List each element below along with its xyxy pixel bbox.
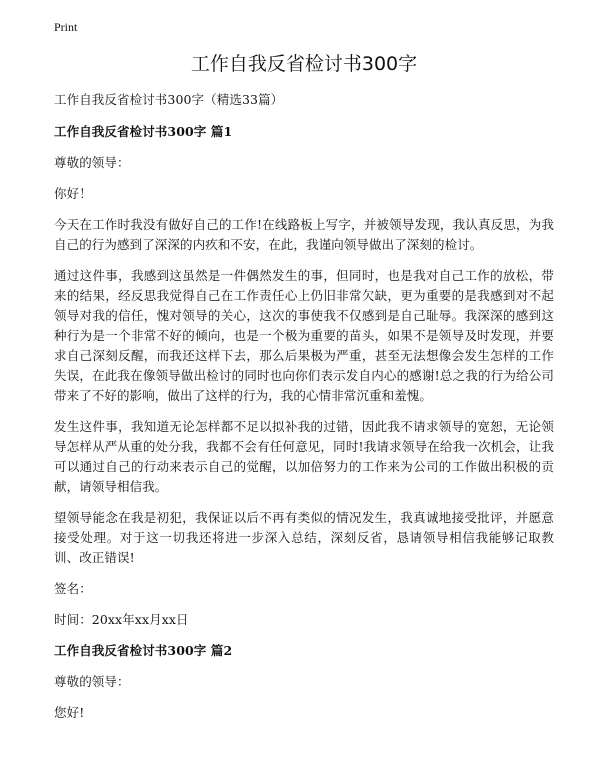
section-1-paragraph-3: 发生这件事，我知道无论怎样都不足以拟补我的过错，因此我不请求领导的宽恕，无论领导怎样从严从重的处分我，我都不会有任何意见，同时!我请求领导在给我一次机会，让我可以通过自己的行动来表示自己的觉醒，以加倍努力的工作来为公司的工作做出积极的贡献，请领导相信我。 (54, 419, 554, 494)
section-1-paragraph-4: 望领导能念在我是初犯，我保证以后不再有类似的情况发生，我真诚地接受批评，并愿意接受处理。对于这一切我还将进一步深入总结，深刻反省，恳请领导相信我能够记取教训、改正错误! (54, 510, 554, 565)
document-title: 工作自我反省检讨书300字 (190, 53, 418, 75)
section-1-paragraph-2: 通过这件事，我感到这虽然是一件偶然发生的事，但同时，也是我对自己工作的放松，带来的结果，经反思我觉得自己在工作责任心上仍旧非常欠缺，更为重要的是我感到对不起领导对我的信任，愧对领导的关心，这次的事使我不仅感到是自己耻辱。我深深的感到这种行为是一个非常不好的倾向，也是一个极为重要的苗头，如果不是领导及时发现，并要求自己深刻反醒，而我还这样下去，那么后果极为严重，甚至无法想像会发生怎样的工作失误，在此我在像领导做出检讨的同时也向你们表示发自内心的感谢!总之我的行为给公司带来了不好的影响，做出了这样的行为，我的心情非常沉重和羞愧。 (54, 268, 554, 403)
section-1-greeting: 你好！ (54, 186, 92, 201)
document-subtitle: 工作自我反省检讨书300字（精选33篇） (54, 92, 284, 107)
print-label: Print (54, 20, 78, 34)
section-1-salutation: 尊敬的领导： (54, 155, 130, 170)
section-1-date: 时间：20xx年xx月xx日 (54, 612, 189, 627)
section-2-salutation: 尊敬的领导： (54, 674, 130, 689)
section-2-greeting: 您好! (54, 705, 85, 720)
section-2-heading: 工作自我反省检讨书300字 篇2 (54, 643, 233, 658)
document-body (54, 52, 554, 734)
section-1-paragraph-1: 今天在工作时我没有做好自己的工作!在线路板上写字，并被领导发现，我认真反思，为我自己的行为感到了深深的内疚和不安，在此，我谨向领导做出了深刻的检讨。 (54, 217, 554, 252)
section-1-heading: 工作自我反省检讨书300字 篇1 (54, 124, 233, 139)
section-1-signature: 签名： (54, 581, 92, 596)
